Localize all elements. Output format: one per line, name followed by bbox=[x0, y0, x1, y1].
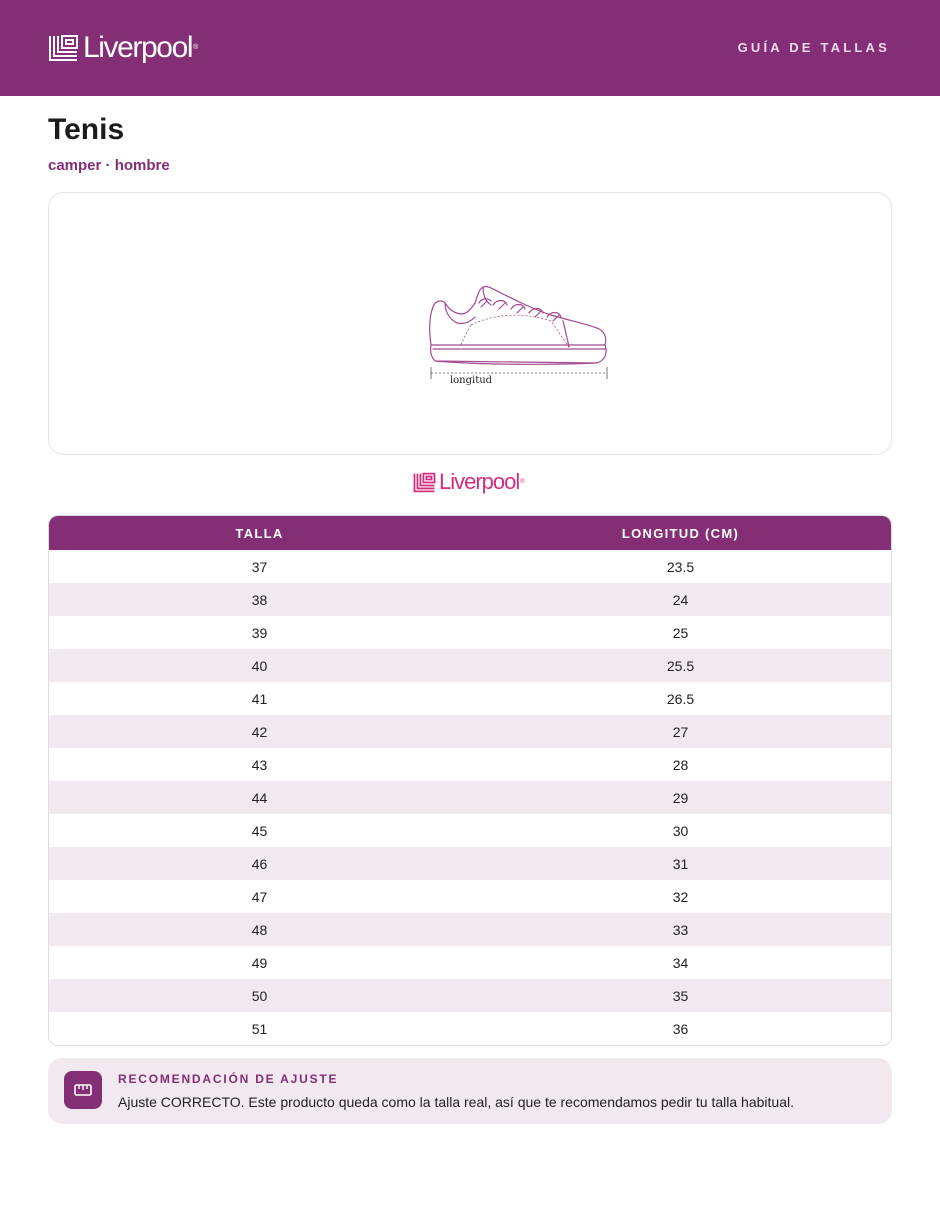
recommendation-title: RECOMENDACIÓN DE AJUSTE bbox=[118, 1072, 339, 1086]
liverpool-logo-icon bbox=[48, 34, 79, 62]
table-row bbox=[49, 781, 891, 814]
cell-talla: 37 bbox=[251, 558, 268, 575]
measure-label: longitud bbox=[449, 375, 493, 386]
cell-talla: 45 bbox=[251, 822, 268, 839]
table-row bbox=[49, 880, 891, 913]
page-title: Tenis bbox=[48, 113, 125, 146]
cell-talla: 50 bbox=[251, 987, 268, 1004]
table-row bbox=[49, 946, 891, 979]
column-header-longitud: LONGITUD (CM) bbox=[621, 525, 740, 541]
table-row bbox=[49, 550, 891, 583]
fit-recommendation bbox=[48, 1058, 892, 1124]
table-row bbox=[49, 847, 891, 880]
cell-longitud: 23.5 bbox=[666, 558, 695, 575]
column-header-talla: TALLA bbox=[235, 525, 284, 541]
registered-mark: ® bbox=[520, 479, 525, 485]
cell-longitud: 30 bbox=[672, 822, 689, 839]
cell-talla: 49 bbox=[251, 954, 268, 971]
cell-longitud: 35 bbox=[672, 987, 689, 1004]
liverpool-logo-icon bbox=[413, 472, 436, 493]
table-row bbox=[49, 913, 891, 946]
table-row bbox=[49, 583, 891, 616]
ruler-icon bbox=[64, 1071, 102, 1109]
cell-longitud: 31 bbox=[672, 855, 689, 872]
header-title: GUÍA DE TALLAS bbox=[737, 40, 890, 55]
cell-longitud: 34 bbox=[672, 954, 689, 971]
cell-talla: 38 bbox=[251, 591, 268, 608]
header-bar bbox=[0, 0, 940, 96]
table-row bbox=[49, 649, 891, 682]
cell-longitud: 29 bbox=[672, 789, 689, 806]
cell-talla: 44 bbox=[251, 789, 268, 806]
table-row bbox=[49, 715, 891, 748]
cell-talla: 47 bbox=[251, 888, 268, 905]
table-row bbox=[49, 1012, 891, 1045]
table-row bbox=[49, 814, 891, 847]
cell-longitud: 26.5 bbox=[666, 690, 695, 707]
cell-talla: 46 bbox=[251, 855, 268, 872]
cell-longitud: 24 bbox=[672, 591, 689, 608]
cell-longitud: 27 bbox=[672, 723, 689, 740]
brand-name: Liverpool bbox=[439, 469, 520, 494]
cell-talla: 51 bbox=[251, 1020, 268, 1037]
table-row bbox=[49, 682, 891, 715]
cell-longitud: 25.5 bbox=[666, 657, 695, 674]
cell-talla: 41 bbox=[251, 690, 268, 707]
registered-mark: ® bbox=[193, 44, 199, 51]
cell-talla: 40 bbox=[251, 657, 268, 674]
cell-longitud: 33 bbox=[672, 921, 689, 938]
recommendation-text: Ajuste CORRECTO. Este producto queda como la talla real, así que te recomendamos pedir tu talla habitual. bbox=[118, 1094, 794, 1110]
cell-longitud: 36 bbox=[672, 1020, 689, 1037]
table-row bbox=[49, 748, 891, 781]
cell-longitud: 25 bbox=[672, 624, 689, 641]
cell-talla: 42 bbox=[251, 723, 268, 740]
shoe-illustration-card bbox=[48, 192, 892, 455]
brand-logo[interactable] bbox=[48, 31, 198, 65]
table-row bbox=[49, 979, 891, 1012]
brand-name: Liverpool bbox=[83, 31, 193, 64]
cell-talla: 43 bbox=[251, 756, 268, 773]
cell-talla: 48 bbox=[251, 921, 268, 938]
table-body bbox=[49, 550, 891, 1045]
table-header bbox=[49, 516, 891, 550]
cell-longitud: 32 bbox=[672, 888, 689, 905]
cell-talla: 39 bbox=[251, 624, 268, 641]
size-table bbox=[48, 515, 892, 1046]
page-subtitle: camper · hombre bbox=[48, 157, 170, 174]
cell-longitud: 28 bbox=[672, 756, 689, 773]
table-row bbox=[49, 616, 891, 649]
brand-watermark bbox=[413, 468, 525, 496]
